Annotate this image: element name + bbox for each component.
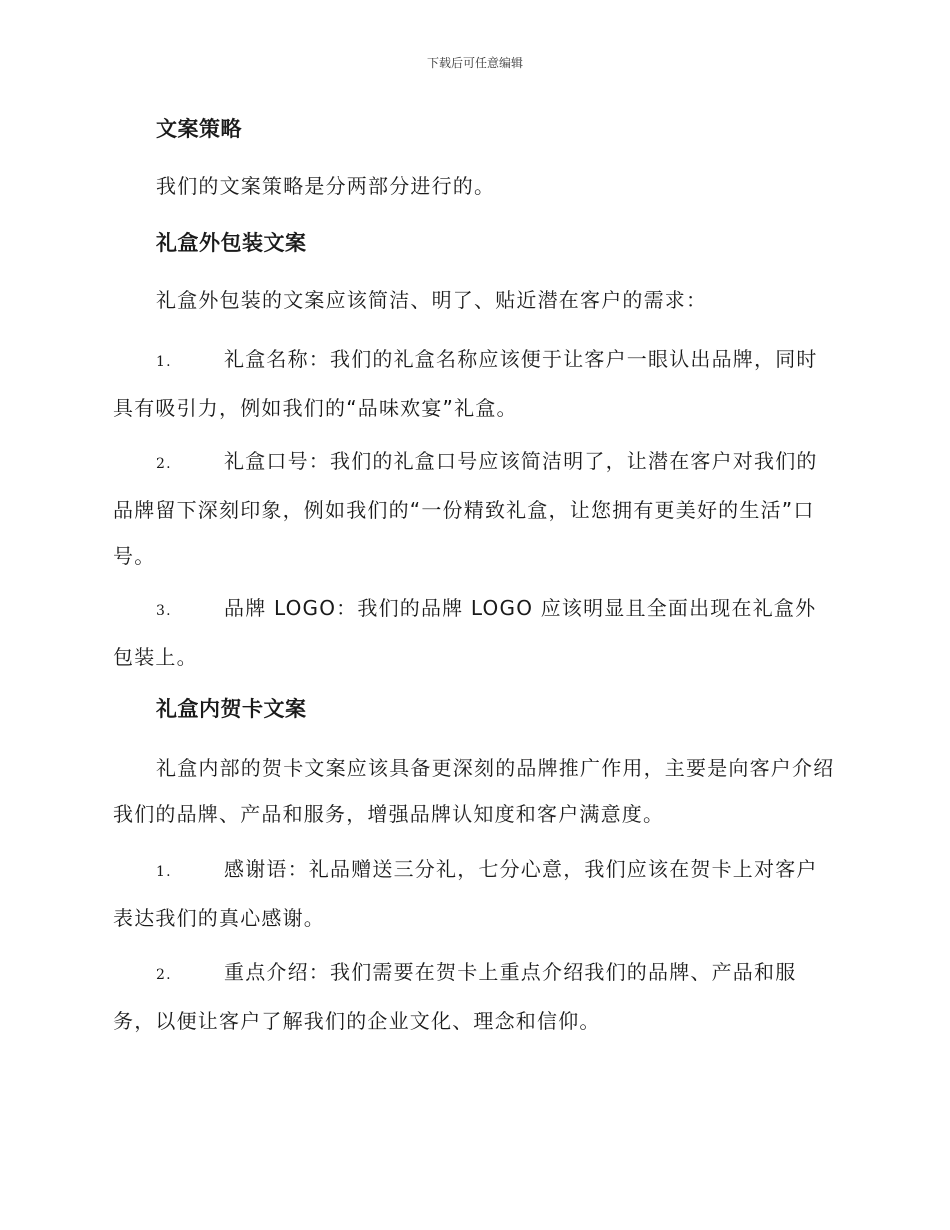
list-item-text: 礼盒口号：我们的礼盒口号应该简洁明了，让潜在客户对我们的品牌留下深刻印象，例如我们的“一份精致礼盒，让您拥有更美好的生活”口号。 xyxy=(113,449,818,568)
list-item-card-1 xyxy=(113,846,835,941)
list-item-number: 1. xyxy=(156,864,172,880)
list-item-text: 重点介绍：我们需要在贺卡上重点介绍我们的品牌、产品和服务，以便让客户了解我们的企业文化、理念和信仰。 xyxy=(113,960,797,1033)
paragraph-outer-packaging-intro: 礼盒外包装的文案应该简洁、明了、贴近潜在客户的需求： xyxy=(156,288,708,312)
list-item-outer-2 xyxy=(113,438,835,579)
page-header-note: 下载后可任意编辑 xyxy=(426,56,523,70)
section-heading-outer-packaging: 礼盒外包装文案 xyxy=(156,231,307,255)
list-item-number: 3. xyxy=(156,603,172,619)
section-heading-greeting-card: 礼盒内贺卡文案 xyxy=(156,697,307,721)
list-item-number: 2. xyxy=(156,967,172,983)
list-item-number: 2. xyxy=(156,456,172,472)
paragraph-greeting-card-intro: 礼盒内部的贺卡文案应该具备更深刻的品牌推广作用，主要是向客户介绍我们的品牌、产品和服务，增强品牌认知度和客户满意度。 xyxy=(113,756,835,826)
list-item-outer-1 xyxy=(113,336,835,431)
paragraph-strategy-intro: 我们的文案策略是分两部分进行的。 xyxy=(156,174,496,198)
list-item-text: 礼盒名称：我们的礼盒名称应该便于让客户一眼认出品牌，同时具有吸引力，例如我们的“品味欢宴”礼盒。 xyxy=(113,347,818,420)
list-item-number: 1. xyxy=(156,354,172,370)
list-item-text: 品牌 LOGO：我们的品牌 LOGO 应该明显且全面出现在礼盒外包装上。 xyxy=(113,596,817,669)
list-item-text: 感谢语：礼品赠送三分礼，七分心意，我们应该在贺卡上对客户表达我们的真心感谢。 xyxy=(113,857,818,930)
section-heading-copy-strategy: 文案策略 xyxy=(156,117,242,141)
list-item-card-2 xyxy=(113,949,835,1044)
list-item-outer-3 xyxy=(113,585,835,680)
